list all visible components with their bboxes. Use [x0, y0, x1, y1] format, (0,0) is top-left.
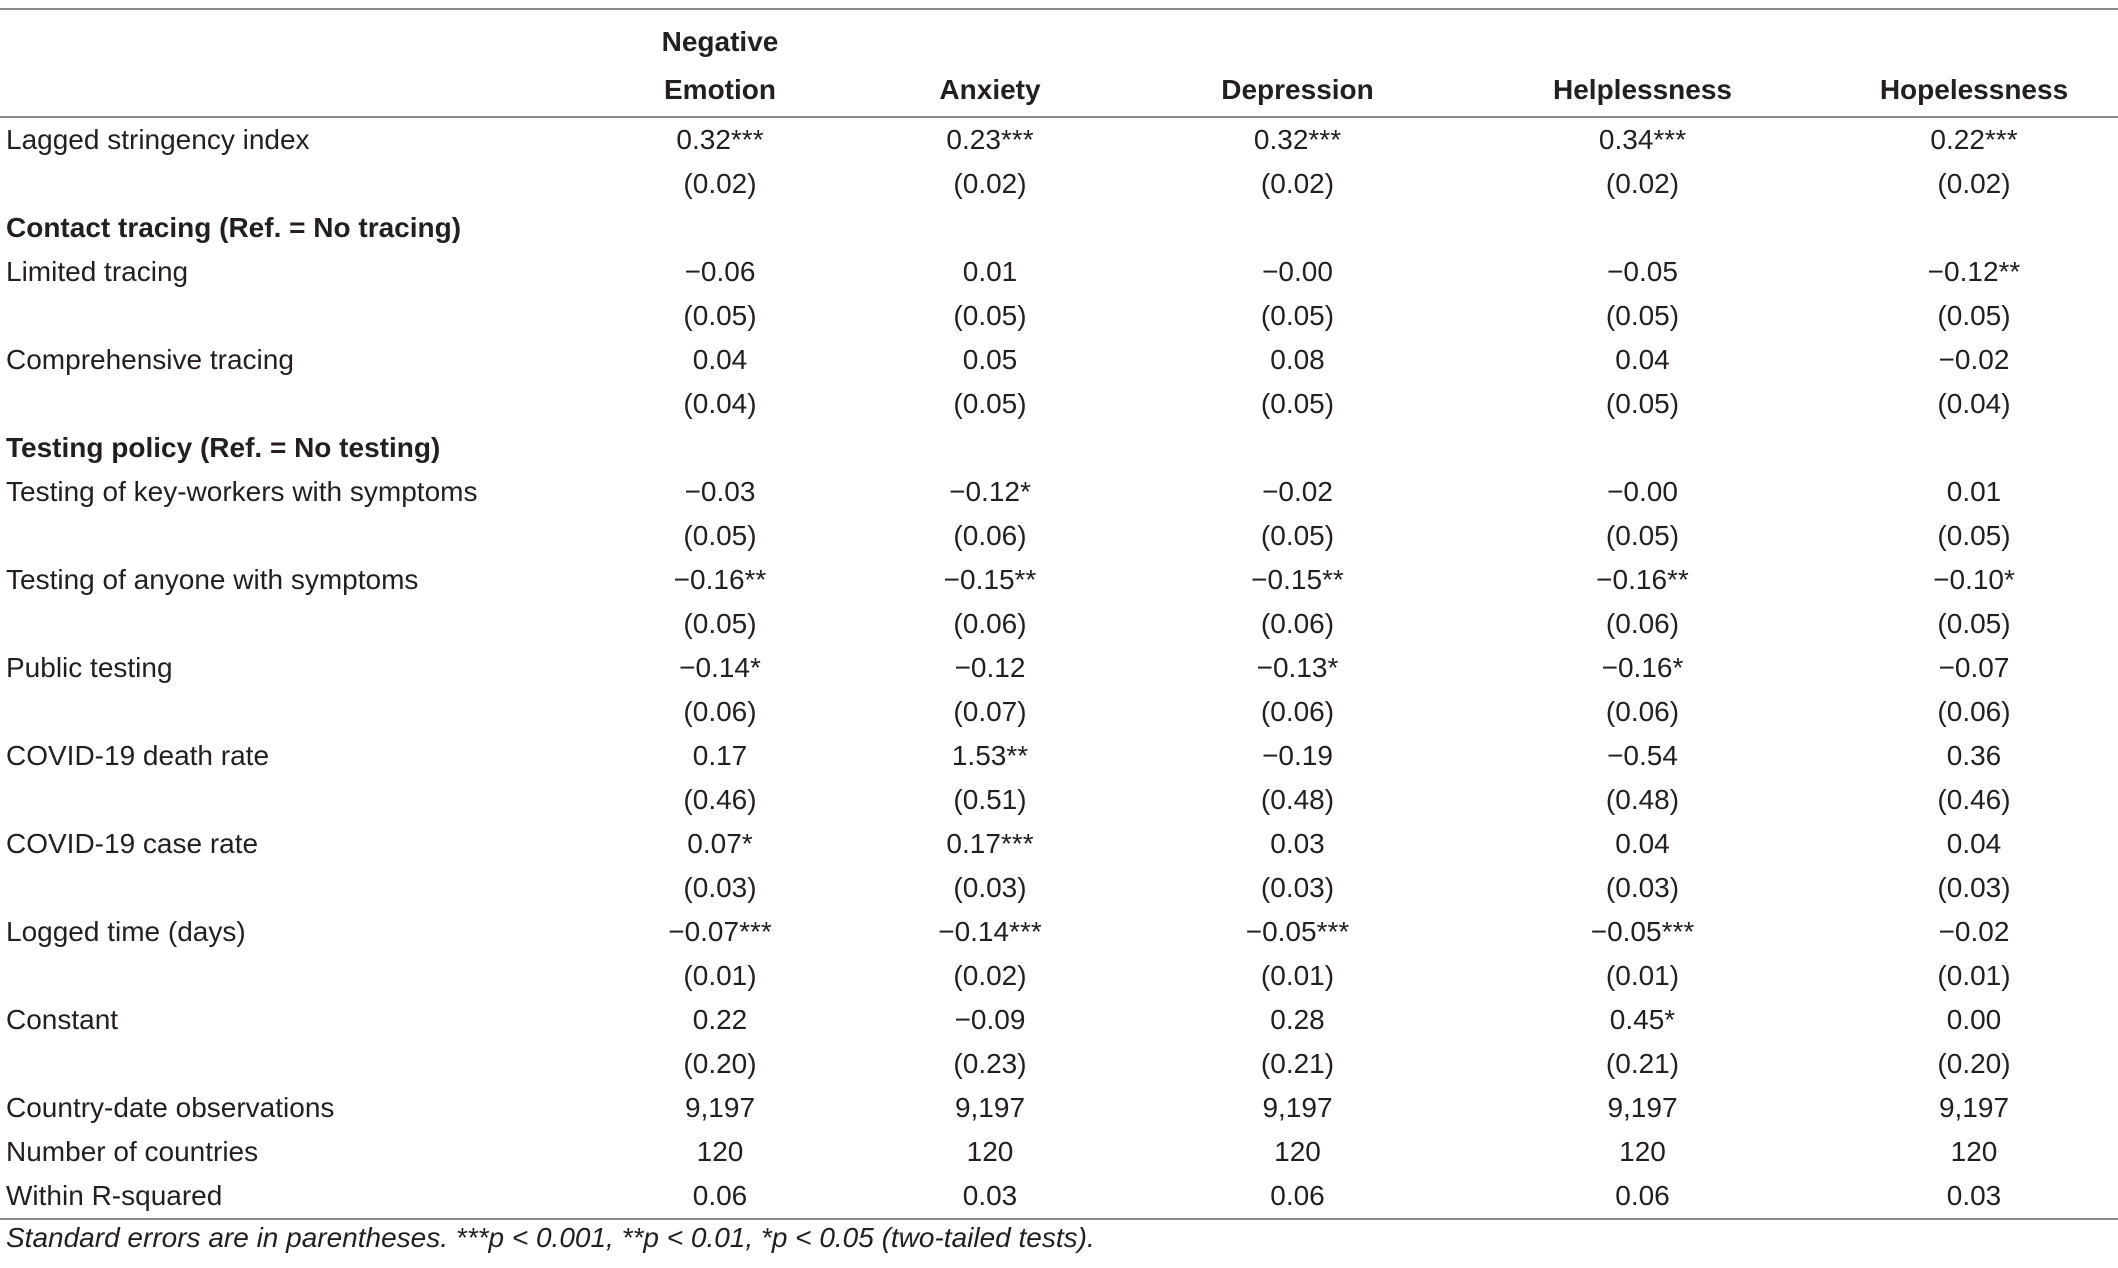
table-row [0, 866, 2118, 910]
table-cell: 9,197 [1938, 1092, 2010, 1123]
row-label: Lagged stringency index [6, 124, 310, 155]
table-cell: (0.05) [1937, 608, 2011, 639]
table-row [0, 734, 2118, 778]
column-header-helplessness: Helplessness [1455, 64, 1830, 117]
table-cell: −0.12 [954, 652, 1026, 683]
row-label [0, 866, 600, 910]
table-row [0, 250, 2118, 294]
table-row [0, 778, 2118, 822]
table-cell [1830, 206, 2118, 250]
table-cell: (0.03) [1260, 872, 1335, 903]
table-cell: (0.05) [1260, 388, 1335, 419]
table-cell: (0.05) [683, 608, 757, 639]
table-cell: (0.46) [683, 784, 757, 815]
table-cell: (0.06) [1260, 696, 1335, 727]
table-cell: 120 [966, 1136, 1014, 1167]
table-cell: 120 [696, 1136, 744, 1167]
table-cell: −0.13* [1256, 652, 1339, 683]
table-cell: −0.07 [1938, 652, 2010, 683]
column-header-depression: Depression [1140, 64, 1455, 117]
row-label: Constant [6, 1004, 119, 1035]
table-cell: 1.53** [951, 740, 1029, 771]
table-cell: −0.02 [1938, 344, 2010, 375]
table-cell: −0.14* [679, 652, 761, 683]
regression-table [0, 8, 2118, 1220]
table-cell: 0.32*** [676, 124, 764, 155]
table-cell: (0.20) [683, 1048, 757, 1079]
column-header-top-anxiety [840, 9, 1140, 64]
row-label: COVID-19 death rate [6, 740, 270, 771]
row-label: Public testing [6, 652, 173, 683]
table-cell: 120 [1274, 1136, 1321, 1167]
table-row [0, 1130, 2118, 1174]
table-cell: 0.34*** [1598, 124, 1687, 155]
table-cell: (0.05) [683, 520, 757, 551]
table-row [0, 998, 2118, 1042]
row-label [0, 602, 600, 646]
table-cell: −0.06 [684, 256, 756, 287]
table-row [0, 117, 2118, 162]
table-cell: (0.02) [1937, 168, 2011, 199]
table-cell: 0.45* [1609, 1004, 1676, 1035]
table-cell: −0.15** [1251, 564, 1344, 595]
table-cell: −0.00 [1262, 256, 1333, 287]
table-cell: (0.06) [1937, 696, 2011, 727]
table-cell: (0.51) [953, 784, 1027, 815]
table-cell: 0.03 [840, 1174, 1140, 1219]
table-cell: (0.06) [1260, 608, 1335, 639]
table-row [0, 822, 2118, 866]
row-label [0, 162, 600, 206]
table-cell: (0.06) [953, 520, 1027, 551]
table-cell: 9,197 [684, 1092, 756, 1123]
table-cell: (0.06) [953, 608, 1027, 639]
table-cell [1140, 426, 1455, 470]
table-cell: (0.05) [683, 300, 757, 331]
table-cell: (0.21) [1260, 1048, 1335, 1079]
table-cell: −0.05 [1607, 256, 1678, 287]
table-cell [1455, 206, 1830, 250]
table-cell: −0.02 [1262, 476, 1333, 507]
table-cell: 0.06 [1140, 1174, 1455, 1219]
table-cell: (0.02) [1260, 168, 1335, 199]
table-cell: (0.04) [683, 388, 757, 419]
table-cell: (0.01) [1937, 960, 2011, 991]
table-footnote: Standard errors are in parentheses. ***p < 0.001, **p < 0.01, *p < 0.05 (two-tailed tests). [6, 1222, 1095, 1253]
table-cell: 9,197 [1607, 1092, 1678, 1123]
table-row [0, 294, 2118, 338]
row-label: Comprehensive tracing [6, 344, 294, 375]
table-cell: −0.07*** [668, 916, 772, 947]
table-cell: (0.02) [953, 960, 1027, 991]
table-cell: −0.12** [1927, 256, 2021, 287]
table-cell: −0.05*** [1245, 916, 1350, 947]
table-row [0, 382, 2118, 426]
table-header [0, 9, 2118, 117]
row-label [0, 382, 600, 426]
table-cell: 120 [1619, 1136, 1666, 1167]
table-row [0, 162, 2118, 206]
table-cell: 0.05 [962, 344, 1018, 375]
row-label: Testing of anyone with symptoms [6, 564, 419, 595]
table-cell: 0.17 [692, 740, 748, 771]
table-cell: (0.48) [1605, 784, 1680, 815]
table-cell: −0.10* [1933, 564, 2015, 595]
table-row [0, 602, 2118, 646]
row-label: COVID-19 case rate [6, 828, 259, 859]
table-row [0, 954, 2118, 998]
row-label: Testing of key-workers with symptoms [6, 476, 478, 507]
table-row [0, 646, 2118, 690]
table-cell: (0.07) [953, 696, 1027, 727]
table-cell: (0.02) [953, 168, 1027, 199]
row-label: Within R-squared [0, 1174, 600, 1219]
table-cell: −0.09 [954, 1004, 1026, 1035]
table-cell: −0.15** [943, 564, 1037, 595]
table-cell: (0.05) [953, 300, 1027, 331]
row-label [0, 690, 600, 734]
table-cell: (0.01) [1605, 960, 1680, 991]
row-label: Country-date observations [6, 1092, 335, 1123]
table-cell: (0.03) [953, 872, 1027, 903]
row-label [0, 954, 600, 998]
table-cell: 0.06 [1455, 1174, 1830, 1219]
table-cell: 0.00 [1946, 1004, 2002, 1035]
column-header-top-hopelessness [1830, 9, 2118, 64]
table-cell: −0.00 [1607, 476, 1678, 507]
table-cell: (0.05) [1937, 300, 2011, 331]
table-cell: (0.05) [1605, 388, 1680, 419]
table-cell: −0.05*** [1590, 916, 1695, 947]
table-cell: (0.06) [1605, 696, 1680, 727]
table-row [0, 1042, 2118, 1086]
table-row [0, 690, 2118, 734]
table-cell: (0.05) [1260, 300, 1335, 331]
table-cell: 0.32*** [1253, 124, 1342, 155]
column-header-corner [0, 64, 600, 117]
table-cell: 0.22 [692, 1004, 748, 1035]
table-cell: (0.05) [1605, 300, 1680, 331]
table-cell: 0.17*** [946, 828, 1034, 859]
table-cell: 0.08 [1270, 344, 1325, 375]
table-cell: 0.04 [1615, 344, 1670, 375]
row-label: Limited tracing [6, 256, 189, 287]
table-row [0, 470, 2118, 514]
table-row [0, 910, 2118, 954]
table-cell: (0.03) [1937, 872, 2011, 903]
table-row [0, 514, 2118, 558]
table-cell: 0.28 [1270, 1004, 1325, 1035]
table-cell [1830, 426, 2118, 470]
row-label [0, 778, 600, 822]
table-cell: −0.03 [684, 476, 756, 507]
table-cell: 0.22*** [1930, 124, 2018, 155]
regression-table-container [0, 8, 2118, 1220]
table-cell: (0.01) [683, 960, 757, 991]
table-cell: (0.04) [1937, 388, 2011, 419]
table-cell: −0.54 [1607, 740, 1678, 771]
table-cell: (0.05) [1260, 520, 1335, 551]
table-section-row [0, 426, 2118, 470]
row-label: Number of countries [6, 1136, 259, 1167]
table-cell: −0.12* [949, 476, 1031, 507]
table-row [0, 338, 2118, 382]
column-header-hopelessness: Hopelessness [1830, 64, 2118, 117]
table-cell: 0.04 [1615, 828, 1670, 859]
row-label [0, 514, 600, 558]
table-cell: 0.01 [962, 256, 1018, 287]
table-cell: 0.04 [692, 344, 748, 375]
table-cell: −0.16** [1596, 564, 1689, 595]
table-cell: (0.21) [1605, 1048, 1680, 1079]
table-cell: −0.16* [1601, 652, 1684, 683]
table-cell [1455, 426, 1830, 470]
table-cell: (0.05) [1937, 520, 2011, 551]
table-cell: −0.14*** [938, 916, 1042, 947]
table-cell: (0.23) [953, 1048, 1027, 1079]
table-cell: 0.23*** [946, 124, 1034, 155]
column-header-top-helplessness [1455, 9, 1830, 64]
table-cell: (0.46) [1937, 784, 2011, 815]
column-header-anxiety: Anxiety [840, 64, 1140, 117]
table-cell: 0.06 [600, 1174, 840, 1219]
table-cell: 0.03 [1270, 828, 1325, 859]
table-cell: 9,197 [954, 1092, 1026, 1123]
column-header-top-depression [1140, 9, 1455, 64]
table-cell: (0.02) [1605, 168, 1680, 199]
row-label [0, 1042, 600, 1086]
table-cell: −0.16** [673, 564, 767, 595]
section-heading: Contact tracing (Ref. = No tracing) [6, 212, 462, 243]
table-row [0, 558, 2118, 602]
table-cell [600, 426, 840, 470]
column-header-top-negative-emotion: Negative [600, 9, 840, 64]
table-cell: (0.05) [1605, 520, 1680, 551]
table-cell: (0.02) [683, 168, 757, 199]
table-cell: (0.06) [683, 696, 757, 727]
table-cell: (0.03) [1605, 872, 1680, 903]
section-heading: Testing policy (Ref. = No testing) [6, 432, 441, 463]
table-cell [1140, 206, 1455, 250]
table-row [0, 1086, 2118, 1130]
table-section-row [0, 206, 2118, 250]
row-label [0, 294, 600, 338]
table-cell: (0.03) [683, 872, 757, 903]
table-row [0, 1174, 2118, 1219]
table-cell: (0.01) [1260, 960, 1335, 991]
table-body [0, 117, 2118, 1219]
table-cell: 9,197 [1262, 1092, 1333, 1123]
table-cell: 0.07* [687, 828, 753, 859]
table-cell: −0.02 [1938, 916, 2010, 947]
table-cell: 0.04 [1946, 828, 2002, 859]
table-cell: 0.01 [1946, 476, 2002, 507]
table-cell: (0.20) [1937, 1048, 2011, 1079]
table-cell: 0.03 [1830, 1174, 2118, 1219]
row-label: Logged time (days) [6, 916, 246, 947]
table-cell: (0.05) [953, 388, 1027, 419]
column-header-negative-emotion: Emotion [600, 64, 840, 117]
column-header-top-corner [0, 9, 600, 64]
table-cell: 0.36 [1946, 740, 2002, 771]
table-cell: (0.48) [1260, 784, 1335, 815]
table-cell: −0.19 [1262, 740, 1333, 771]
table-cell [840, 426, 1140, 470]
table-cell [600, 206, 840, 250]
table-cell: 120 [1950, 1136, 1998, 1167]
table-cell: (0.06) [1605, 608, 1680, 639]
table-cell [840, 206, 1140, 250]
